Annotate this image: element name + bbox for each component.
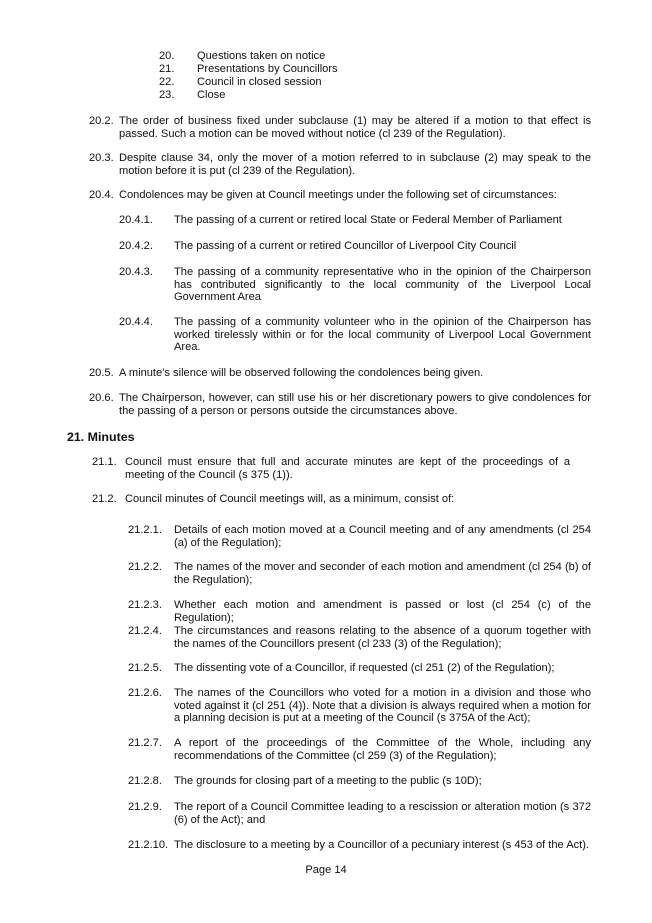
clause-text: The circumstances and reasons relating to the absence of a quorum together with the names of the Councillors present (cl 233 (3) of the Regulation); [174, 625, 591, 650]
clause-number: 21.2.5. [128, 662, 162, 674]
clause-number: 21.1. [92, 456, 117, 468]
list-item-text: Close [197, 89, 226, 101]
clause-number: 21.2.3. [128, 599, 162, 611]
clause-number: 21.2.10. [128, 839, 169, 851]
clause-text: A report of the proceedings of the Committee of the Whole, including any recommendations of the Committee (cl 259 (3) of the Regulation); [174, 737, 591, 762]
clause-text: Details of each motion moved at a Council meeting and of any amendments (cl 254 (a) of the Regulation); [174, 524, 591, 549]
clause-number: 21.2.2. [128, 561, 162, 573]
list-item-number: 20. [159, 50, 175, 62]
clause-number: 21.2.7. [128, 737, 162, 749]
clause-number: 21.2.1. [128, 524, 162, 536]
clause-number: 20.6. [89, 392, 114, 404]
list-item-number: 23. [159, 89, 175, 101]
list-item-text: Presentations by Councillors [197, 63, 338, 75]
list-item-text: Council in closed session [197, 76, 322, 88]
clause-number: 20.4.3. [119, 266, 153, 278]
clause-text: The passing of a community representative who in the opinion of the Chairperson has contributed significantly to the local community of the Liverpool Local Government Area [174, 266, 591, 304]
clause-number: 21.2.6. [128, 687, 162, 699]
clause-text: The names of the mover and seconder of each motion and amendment (cl 254 (b) of the Regulation); [174, 561, 591, 586]
clause-number: 20.5. [89, 367, 114, 379]
clause-text: Despite clause 34, only the mover of a motion referred to in subclause (2) may speak to the motion before it is put (cl 239 of the Regulation). [119, 152, 591, 177]
clause-text: The report of a Council Committee leading to a rescission or alteration motion (s 372 (6) of the Act); and [174, 801, 591, 826]
clause-text: The names of the Councillors who voted for a motion in a division and those who voted against it (cl 251 (4)). Note that a division is always required when a motion for a planning decision is put at a meeting of the Council (s 375A of the Act); [174, 687, 591, 725]
clause-number: 20.4.4. [119, 316, 153, 328]
clause-text: The passing of a current or retired local State or Federal Member of Parliament [174, 214, 562, 226]
clause-number: 20.4.1. [119, 214, 153, 226]
list-item-text: Questions taken on notice [197, 50, 326, 62]
page-number: Page 14 [305, 864, 347, 876]
clause-number: 20.4.2. [119, 240, 153, 252]
clause-number: 20.3. [89, 152, 114, 164]
clause-text: Council minutes of Council meetings will, as a minimum, consist of: [125, 493, 455, 505]
clause-number: 20.2. [89, 115, 114, 127]
clause-number: 21.2.8. [128, 775, 162, 787]
clause-number: 20.4. [89, 189, 114, 201]
clause-text: The passing of a community volunteer who in the opinion of the Chairperson has worked tirelessly within or for the local community of Liverpool Local Government Area. [174, 316, 591, 354]
clause-text: The passing of a current or retired Councillor of Liverpool City Council [174, 240, 517, 252]
clause-text: A minute’s silence will be observed following the condolences being given. [119, 367, 484, 379]
list-item-number: 21. [159, 63, 175, 75]
clause-text: The disclosure to a meeting by a Councillor of a pecuniary interest (s 453 of the Act). [174, 839, 589, 851]
clause-number: 21.2.4. [128, 625, 162, 637]
clause-text: The Chairperson, however, can still use his or her discretionary powers to give condolences for the passing of a person or persons outside the circumstances above. [119, 392, 591, 417]
clause-text: Condolences may be given at Council meetings under the following set of circumstances: [119, 189, 557, 201]
clause-number: 21.2.9. [128, 801, 162, 813]
section-heading: 21. Minutes [67, 430, 135, 444]
clause-text: The order of business fixed under subclause (1) may be altered if a motion to that effect is passed. Such a motion can be moved without notice (cl 239 of the Regulation). [119, 115, 591, 140]
clause-text: The dissenting vote of a Councillor, if requested (cl 251 (2) of the Regulation); [174, 662, 555, 674]
clause-text: Whether each motion and amendment is passed or lost (cl 254 (c) of the Regulation); [174, 599, 591, 624]
list-item-number: 22. [159, 76, 175, 88]
clause-number: 21.2. [92, 493, 117, 505]
clause-text: Council must ensure that full and accurate minutes are kept of the proceedings of a meeting of the Council (s 375 (1)). [125, 456, 570, 481]
clause-text: The grounds for closing part of a meeting to the public (s 10D); [174, 775, 482, 787]
